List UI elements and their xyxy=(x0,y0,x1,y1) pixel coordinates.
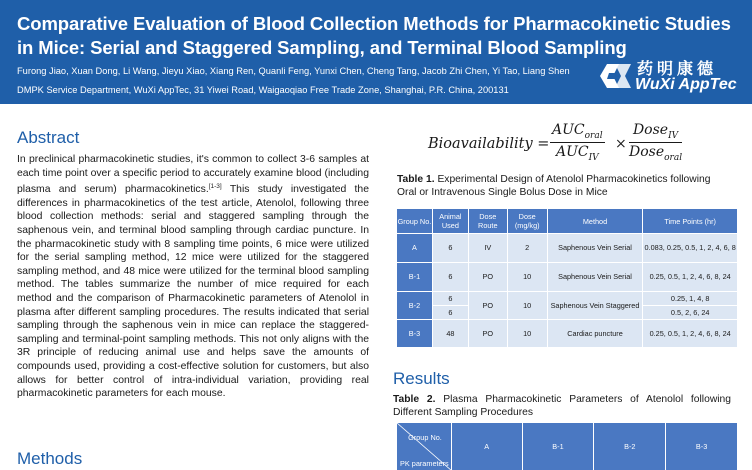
dose-cell: 10 xyxy=(507,320,547,348)
logo-english-text: WuXi AppTec xyxy=(635,76,737,93)
formula-lhs: Bioavailability = xyxy=(428,136,550,152)
table-row xyxy=(397,263,738,292)
table2-caption-text: Plasma Pharmacokinetic Parameters of Atenolol following Different Sampling Procedures xyxy=(393,394,731,418)
table-header-row xyxy=(397,423,738,470)
methods-heading: Methods xyxy=(17,449,83,468)
left-column xyxy=(17,104,369,470)
affiliation: DMPK Service Department, WuXi AppTec, 31 Yiwei Road, Waigaoqiao Free Trade Zone, Shanghai, P.R. China, 200131 xyxy=(17,85,509,95)
route-cell: PO xyxy=(468,320,507,348)
table1-caption-text: Experimental Design of Atenolol Pharmacokinetics following Oral or Intravenous Single Bolus Dose in Mice xyxy=(397,174,711,198)
group-cell: B-1 xyxy=(397,263,433,292)
timepoints-cell: 0.25, 0.5, 1, 2, 4, 6, 8, 24 xyxy=(643,263,738,292)
dose-den-sub: oral xyxy=(664,152,683,163)
col-header: A xyxy=(451,423,522,470)
table-row xyxy=(397,234,738,263)
group-cell: B-3 xyxy=(397,320,433,348)
author-list: Furong Jiao, Xuan Dong, Li Wang, Jieyu Xiao, Xiang Ren, Quanli Feng, Yunxi Chen, Cheng Tang, Jacob Zhi Chen, Yi Tao, Liang Shen xyxy=(17,66,570,76)
timepoints-cell: 0.083, 0.25, 0.5, 1, 2, 4, 6, 8 xyxy=(643,234,738,263)
logo-chinese-text: 药明康德 xyxy=(637,59,718,78)
table1-label: Table 1. xyxy=(397,174,435,185)
bioavailability-formula xyxy=(428,122,728,170)
col-header: B-2 xyxy=(594,423,666,470)
timepoints-cell: 0.5, 2, 6, 24 xyxy=(643,306,738,320)
corner-pk-label: PK parameters xyxy=(400,459,449,468)
col-header: Group No. xyxy=(397,209,433,234)
col-header: Time Points (hr) xyxy=(643,209,738,234)
citation-ref: [1-3] xyxy=(208,183,222,191)
col-header: Animal Used xyxy=(432,209,468,234)
auc-num-sub: oral xyxy=(584,130,603,141)
table-row xyxy=(397,292,738,306)
poster-header xyxy=(0,0,752,104)
auc-fraction xyxy=(550,122,605,163)
auc-num: AUC xyxy=(552,122,585,138)
logo-mark-icon xyxy=(597,58,635,94)
results-heading: Results xyxy=(393,369,450,388)
method-cell: Cardiac puncture xyxy=(547,320,643,348)
table1-caption xyxy=(397,174,732,199)
route-cell: PO xyxy=(468,292,507,320)
times-sign: × xyxy=(615,136,627,152)
timepoints-cell: 0.25, 1, 4, 8 xyxy=(643,292,738,306)
auc-den: AUC xyxy=(555,143,589,160)
table-header-row xyxy=(397,209,738,234)
abstract-text-part2: This study investigated the differences in pharmacokinetics of the test article, Atenolol, following three blood collection methods: serial and staggered sampling through the saphenous vein, and terminal blood sampling through cardiac puncture. In the pharmacokinetic study with 8 sampling time points, 6 mice were utilized for the serial sampling method, 12 mice were utilized for the staggered sampling method, and 48 mice were utilized for the terminal blood sampling method. The tables summarize the number of mice required for each method and the comparison of Pharmacokinetic parameters of Atenolol in plasma after different sampling procedures. The results indicated that serial sampling through the saphenous vein in mice can replace the staggered-sampling and terminal-point sampling methods. This not only aligns with the 3R principle of reducing animal use and helps save the amounts of compounds used, providing a cost-effective solution for customers, but also allows for better control of intra-individual variation, providing real pharmacokinetic parameters for each mouse. xyxy=(17,184,369,400)
col-header: Dose (mg/kg) xyxy=(507,209,547,234)
table2-caption xyxy=(393,394,731,419)
dose-fraction xyxy=(629,122,682,163)
abstract-text-part1: In preclinical pharmacokinetic studies, it's common to collect 3-6 samples at each time point over a specific period to accurately examine blood (including plasma and serum) pharmacokinetics. xyxy=(17,154,369,196)
method-cell: Saphenous Vein Serial xyxy=(547,263,643,292)
group-cell: A xyxy=(397,234,433,263)
dose-den: Dose xyxy=(629,143,665,160)
group-cell: B-2 xyxy=(397,292,433,320)
dose-num: Dose xyxy=(632,122,669,138)
diagonal-corner-header xyxy=(397,423,452,470)
dose-cell: 2 xyxy=(507,234,547,263)
corner-group-label: Group No. xyxy=(408,433,442,442)
animals-cell: 48 xyxy=(432,320,468,348)
animals-cell: 6 xyxy=(432,234,468,263)
method-cell: Saphenous Vein Staggered xyxy=(547,292,643,320)
table2-label: Table 2. xyxy=(393,394,436,405)
abstract-heading: Abstract xyxy=(17,128,80,147)
experimental-design-table xyxy=(396,208,738,348)
timepoints-cell: 0.25, 0.5, 1, 2, 4, 6, 8, 24 xyxy=(643,320,738,348)
auc-den-sub: IV xyxy=(588,152,599,163)
col-header: B-3 xyxy=(666,423,738,470)
route-cell: IV xyxy=(468,234,507,263)
col-header: B-1 xyxy=(522,423,594,470)
poster-title: Comparative Evaluation of Blood Collection Methods for Pharmacokinetic Studies in Mice: Serial and Staggered Sampling, and Terminal Blood Sampling xyxy=(17,13,731,58)
col-header: Dose Route xyxy=(468,209,507,234)
animals-cell: 6 xyxy=(432,306,468,320)
method-cell: Saphenous Vein Serial xyxy=(547,234,643,263)
dose-cell: 10 xyxy=(507,263,547,292)
table-row xyxy=(397,320,738,348)
animals-cell: 6 xyxy=(432,263,468,292)
route-cell: PO xyxy=(468,263,507,292)
dose-num-sub: IV xyxy=(668,130,679,141)
col-header: Method xyxy=(547,209,643,234)
abstract-body xyxy=(17,153,369,401)
wuxi-apptec-logo xyxy=(597,56,747,98)
pk-parameters-table xyxy=(396,422,738,470)
dose-cell: 10 xyxy=(507,292,547,320)
animals-cell: 6 xyxy=(432,292,468,306)
